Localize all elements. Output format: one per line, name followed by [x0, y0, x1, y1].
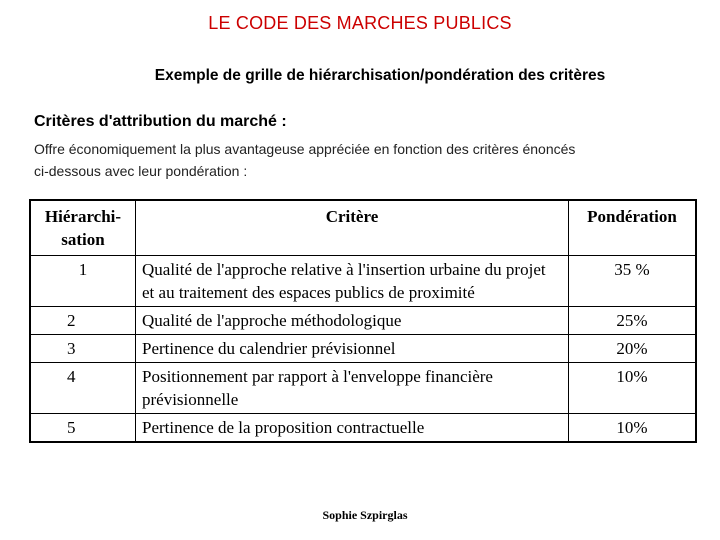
table-row [30, 335, 696, 363]
rank-cell: 3 [30, 335, 136, 363]
table-row [30, 307, 696, 335]
weight-cell: 35 % [569, 256, 697, 307]
intro-paragraph [34, 138, 684, 182]
criterion-cell: Pertinence de la proposition contractuelle [136, 414, 569, 443]
rank-cell: 4 [30, 363, 136, 414]
weight-column-header: Pondération [569, 200, 697, 256]
criterion-cell: Positionnement par rapport à l'enveloppe financière prévisionnelle [136, 363, 569, 414]
weight-cell: 20% [569, 335, 697, 363]
criterion-cell: Qualité de l'approche méthodologique [136, 307, 569, 335]
weight-cell: 10% [569, 363, 697, 414]
intro-line: Offre économiquement la plus avantageuse appréciée en fonction des critères énoncés [34, 141, 576, 157]
page-subtitle: Exemple de grille de hiérarchisation/pondération des critères [154, 67, 606, 84]
criterion-cell: Qualité de l'approche relative à l'insertion urbaine du projet et au traitement des espaces publics de proximité [136, 256, 569, 307]
page-title: LE CODE DES MARCHES PUBLICS [208, 13, 512, 33]
rank-cell: 5 [30, 414, 136, 443]
table-row [30, 256, 696, 307]
intro-line: ci-dessous avec leur pondération : [34, 163, 248, 179]
rank-cell: 2 [30, 307, 136, 335]
weight-cell: 25% [569, 307, 697, 335]
table-row [30, 414, 696, 443]
table-header-row [30, 200, 696, 256]
criterion-column-header: Critère [136, 200, 569, 256]
author-footer: Sophie Szpirglas [322, 508, 408, 522]
weight-cell: 10% [569, 414, 697, 443]
section-heading: Critères d'attribution du marché : [34, 113, 287, 130]
rank-cell: 1 [30, 256, 136, 307]
criteria-table [29, 199, 697, 443]
criterion-cell: Pertinence du calendrier prévisionnel [136, 335, 569, 363]
table-row [30, 363, 696, 414]
rank-column-header: Hiérarchi- sation [30, 200, 136, 256]
